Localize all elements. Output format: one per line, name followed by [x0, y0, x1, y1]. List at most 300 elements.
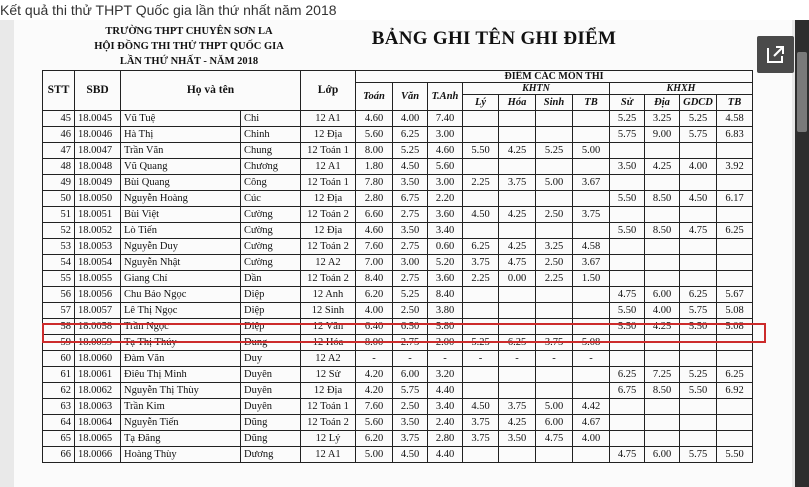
cell-sinh: 2.25 — [536, 271, 573, 287]
col-sbd: SBD — [75, 71, 121, 111]
cell-class: 12 Văn — [301, 319, 356, 335]
cell-stt: 51 — [43, 207, 75, 223]
cell-sbd: 18.0059 — [75, 335, 121, 351]
cell-given-name: Diệp — [241, 319, 301, 335]
col-tanh: T.Anh — [428, 83, 463, 111]
cell-ly — [463, 447, 499, 463]
cell-surname: Vũ Tuệ — [121, 111, 241, 127]
cell-ly — [463, 367, 499, 383]
cell-gdcd: 5.50 — [680, 319, 717, 335]
cell-tb-khxh — [717, 415, 753, 431]
table-row — [43, 431, 753, 447]
cell-tanh: 2.00 — [428, 335, 463, 351]
cell-tb-khtn: 4.42 — [573, 399, 610, 415]
cell-van: 2.75 — [393, 239, 428, 255]
cell-gdcd — [680, 431, 717, 447]
cell-class: 12 Anh — [301, 287, 356, 303]
col-group-scores: ĐIỂM CÁC MÔN THI — [356, 71, 753, 83]
cell-su — [610, 415, 645, 431]
cell-toan: - — [356, 351, 393, 367]
cell-tanh: 4.40 — [428, 447, 463, 463]
table-row — [43, 207, 753, 223]
cell-ly — [463, 383, 499, 399]
cell-su: 5.25 — [610, 111, 645, 127]
school-header — [54, 24, 324, 69]
cell-ly: 2.25 — [463, 175, 499, 191]
cell-stt: 47 — [43, 143, 75, 159]
cell-dia — [645, 255, 680, 271]
cell-toan: 8.40 — [356, 271, 393, 287]
cell-dia: 9.00 — [645, 127, 680, 143]
cell-stt: 50 — [43, 191, 75, 207]
table-row — [43, 319, 753, 335]
cell-tb-khxh: 5.08 — [717, 303, 753, 319]
table-row — [43, 447, 753, 463]
cell-van: 4.50 — [393, 159, 428, 175]
cell-sbd: 18.0061 — [75, 367, 121, 383]
cell-tb-khtn — [573, 319, 610, 335]
col-dia: Địa — [645, 95, 680, 111]
cell-class: 12 A1 — [301, 111, 356, 127]
cell-hoa: 4.75 — [499, 255, 536, 271]
table-row — [43, 415, 753, 431]
cell-tanh: 3.40 — [428, 223, 463, 239]
cell-tanh: 0.60 — [428, 239, 463, 255]
cell-su — [610, 239, 645, 255]
table-row — [43, 159, 753, 175]
col-stt: STT — [43, 71, 75, 111]
cell-sbd: 18.0063 — [75, 399, 121, 415]
cell-hoa: - — [499, 351, 536, 367]
cell-toan: 7.60 — [356, 239, 393, 255]
cell-class: 12 A2 — [301, 255, 356, 271]
cell-tanh: 8.40 — [428, 287, 463, 303]
cell-gdcd: 4.75 — [680, 223, 717, 239]
cell-given-name: Cường — [241, 223, 301, 239]
cell-gdcd — [680, 415, 717, 431]
cell-sbd: 18.0047 — [75, 143, 121, 159]
cell-van: 6.50 — [393, 319, 428, 335]
cell-toan: 8.00 — [356, 335, 393, 351]
cell-su — [610, 255, 645, 271]
school-name: TRƯỜNG THPT CHUYÊN SƠN LA — [105, 26, 273, 37]
cell-class: 12 Toán 2 — [301, 207, 356, 223]
cell-sbd: 18.0066 — [75, 447, 121, 463]
cell-sinh — [536, 287, 573, 303]
cell-tb-khxh — [717, 399, 753, 415]
cell-su: 4.75 — [610, 447, 645, 463]
cell-dia: 6.00 — [645, 287, 680, 303]
table-row — [43, 143, 753, 159]
cell-tb-khtn: 3.75 — [573, 207, 610, 223]
image-caption: Kết quả thi thử THPT Quốc gia lần thứ nhất năm 2018 — [0, 2, 337, 18]
cell-class: 12 Hóa — [301, 335, 356, 351]
cell-stt: 54 — [43, 255, 75, 271]
cell-tanh: 5.60 — [428, 159, 463, 175]
score-rows — [43, 111, 753, 463]
cell-ly — [463, 223, 499, 239]
cell-stt: 59 — [43, 335, 75, 351]
cell-gdcd: 5.75 — [680, 303, 717, 319]
cell-su — [610, 351, 645, 367]
cell-toan: 8.00 — [356, 143, 393, 159]
cell-class: 12 Địa — [301, 127, 356, 143]
cell-stt: 62 — [43, 383, 75, 399]
cell-tb-khtn — [573, 367, 610, 383]
cell-hoa — [499, 319, 536, 335]
scrollbar-thumb[interactable] — [797, 52, 807, 132]
cell-su — [610, 335, 645, 351]
cell-ly: 3.75 — [463, 431, 499, 447]
cell-van: 6.25 — [393, 127, 428, 143]
cell-dia: 7.25 — [645, 367, 680, 383]
cell-su — [610, 271, 645, 287]
cell-surname: Nguyễn Tiến — [121, 415, 241, 431]
cell-surname: Trần Văn — [121, 143, 241, 159]
cell-stt: 52 — [43, 223, 75, 239]
cell-toan: 5.00 — [356, 447, 393, 463]
cell-ly — [463, 111, 499, 127]
col-group-khxh: KHXH — [610, 83, 753, 95]
cell-toan: 4.00 — [356, 303, 393, 319]
cell-class: 12 Toán 1 — [301, 143, 356, 159]
cell-tanh: 7.40 — [428, 111, 463, 127]
cell-tb-khtn: 3.67 — [573, 175, 610, 191]
cell-tb-khtn — [573, 447, 610, 463]
cell-sbd: 18.0065 — [75, 431, 121, 447]
cell-dia — [645, 335, 680, 351]
cell-given-name: Dũng — [241, 415, 301, 431]
cell-dia — [645, 431, 680, 447]
cell-sinh: 6.00 — [536, 415, 573, 431]
cell-given-name: Cường — [241, 255, 301, 271]
col-class: Lớp — [301, 71, 356, 111]
cell-ly — [463, 127, 499, 143]
cell-van: 5.25 — [393, 287, 428, 303]
cell-class: 12 A2 — [301, 351, 356, 367]
cell-given-name: Dương — [241, 447, 301, 463]
cell-tb-khxh: 3.92 — [717, 159, 753, 175]
cell-given-name: Dung — [241, 335, 301, 351]
cell-class: 12 A1 — [301, 447, 356, 463]
table-row — [43, 335, 753, 351]
cell-tb-khxh — [717, 271, 753, 287]
cell-hoa: 4.25 — [499, 143, 536, 159]
cell-ly — [463, 159, 499, 175]
cell-tb-khtn — [573, 111, 610, 127]
cell-tb-khtn — [573, 383, 610, 399]
cell-sinh — [536, 111, 573, 127]
col-tb-khxh: TB — [717, 95, 753, 111]
cell-class: 12 Địa — [301, 383, 356, 399]
cell-sinh: 3.25 — [536, 239, 573, 255]
cell-stt: 58 — [43, 319, 75, 335]
cell-given-name: Dần — [241, 271, 301, 287]
cell-surname: Nguyễn Hoàng — [121, 191, 241, 207]
cell-tb-khxh: 5.67 — [717, 287, 753, 303]
cell-ly — [463, 319, 499, 335]
cell-gdcd — [680, 271, 717, 287]
cell-tb-khtn: 4.00 — [573, 431, 610, 447]
cell-tb-khtn — [573, 191, 610, 207]
cell-van: 5.25 — [393, 143, 428, 159]
cell-tb-khtn — [573, 303, 610, 319]
table-row — [43, 239, 753, 255]
cell-given-name: Chương — [241, 159, 301, 175]
cell-van: 3.50 — [393, 223, 428, 239]
cell-dia — [645, 143, 680, 159]
col-van: Văn — [393, 83, 428, 111]
cell-sinh: 3.75 — [536, 335, 573, 351]
cell-toan: 4.60 — [356, 111, 393, 127]
col-ly: Lý — [463, 95, 499, 111]
cell-gdcd — [680, 175, 717, 191]
cell-hoa — [499, 111, 536, 127]
cell-tanh: 4.60 — [428, 143, 463, 159]
cell-toan: 7.00 — [356, 255, 393, 271]
col-hoa: Hóa — [499, 95, 536, 111]
cell-gdcd: 4.50 — [680, 191, 717, 207]
cell-tanh: 2.20 — [428, 191, 463, 207]
cell-stt: 60 — [43, 351, 75, 367]
table-row — [43, 255, 753, 271]
cell-stt: 57 — [43, 303, 75, 319]
cell-van: 2.50 — [393, 399, 428, 415]
cell-tb-khtn: 1.50 — [573, 271, 610, 287]
cell-dia — [645, 239, 680, 255]
cell-tb-khxh — [717, 143, 753, 159]
cell-given-name: Duy — [241, 351, 301, 367]
cell-class: 12 Toán 2 — [301, 239, 356, 255]
cell-hoa: 4.25 — [499, 239, 536, 255]
cell-given-name: Duyên — [241, 399, 301, 415]
col-group-khtn: KHTN — [463, 83, 610, 95]
cell-tb-khxh: 6.25 — [717, 367, 753, 383]
cell-su — [610, 143, 645, 159]
cell-tb-khxh — [717, 239, 753, 255]
cell-dia — [645, 207, 680, 223]
cell-gdcd — [680, 207, 717, 223]
cell-tb-khxh — [717, 175, 753, 191]
cell-ly: 5.25 — [463, 335, 499, 351]
cell-sbd: 18.0054 — [75, 255, 121, 271]
cell-surname: Bùi Quang — [121, 175, 241, 191]
cell-surname: Lò Tiến — [121, 223, 241, 239]
cell-gdcd: 5.25 — [680, 367, 717, 383]
cell-su: 5.50 — [610, 319, 645, 335]
image-frame — [0, 20, 809, 487]
cell-sbd: 18.0058 — [75, 319, 121, 335]
cell-tb-khtn: - — [573, 351, 610, 367]
cell-class: 12 Sinh — [301, 303, 356, 319]
cell-tb-khxh: 4.58 — [717, 111, 753, 127]
cell-gdcd — [680, 399, 717, 415]
cell-sbd: 18.0050 — [75, 191, 121, 207]
cell-ly — [463, 303, 499, 319]
cell-stt: 48 — [43, 159, 75, 175]
cell-tanh: 3.00 — [428, 127, 463, 143]
cell-tb-khtn: 5.00 — [573, 143, 610, 159]
cell-van: 4.00 — [393, 111, 428, 127]
cell-surname: Chu Bảo Ngọc — [121, 287, 241, 303]
cell-toan: 4.20 — [356, 383, 393, 399]
cell-hoa: 4.25 — [499, 207, 536, 223]
cell-tanh: - — [428, 351, 463, 367]
cell-surname: Lê Thị Ngọc — [121, 303, 241, 319]
cell-dia: 8.50 — [645, 383, 680, 399]
cell-van: 3.00 — [393, 255, 428, 271]
cell-ly: 4.50 — [463, 207, 499, 223]
cell-van: 2.75 — [393, 335, 428, 351]
cell-van: 2.75 — [393, 271, 428, 287]
score-sheet — [14, 20, 792, 487]
cell-surname: Giang Chí — [121, 271, 241, 287]
expand-button[interactable] — [757, 36, 794, 73]
cell-hoa: 0.00 — [499, 271, 536, 287]
cell-class: 12 Toán 1 — [301, 399, 356, 415]
table-row — [43, 351, 753, 367]
table-row — [43, 271, 753, 287]
cell-class: 12 Toán 2 — [301, 415, 356, 431]
cell-dia: 3.25 — [645, 111, 680, 127]
cell-hoa: 3.75 — [499, 399, 536, 415]
cell-van: 6.00 — [393, 367, 428, 383]
cell-su: 5.50 — [610, 191, 645, 207]
cell-dia — [645, 271, 680, 287]
cell-toan: 7.60 — [356, 399, 393, 415]
cell-gdcd — [680, 255, 717, 271]
table-row — [43, 175, 753, 191]
cell-sinh — [536, 303, 573, 319]
cell-sinh: 5.00 — [536, 399, 573, 415]
score-table — [42, 70, 753, 463]
cell-gdcd — [680, 143, 717, 159]
cell-given-name: Chi — [241, 111, 301, 127]
cell-tanh: 3.40 — [428, 399, 463, 415]
cell-su: 6.25 — [610, 367, 645, 383]
cell-gdcd — [680, 335, 717, 351]
cell-ly: 6.25 — [463, 239, 499, 255]
cell-dia — [645, 415, 680, 431]
cell-ly: 5.50 — [463, 143, 499, 159]
cell-tb-khxh — [717, 431, 753, 447]
cell-dia: 4.25 — [645, 159, 680, 175]
cell-sinh — [536, 383, 573, 399]
cell-given-name: Dũng — [241, 431, 301, 447]
cell-toan: 6.20 — [356, 287, 393, 303]
cell-tanh: 3.80 — [428, 303, 463, 319]
cell-surname: Nguyễn Thị Thùy — [121, 383, 241, 399]
cell-tanh: 2.40 — [428, 415, 463, 431]
cell-sinh: 4.75 — [536, 431, 573, 447]
cell-toan: 7.80 — [356, 175, 393, 191]
cell-tanh: 3.60 — [428, 207, 463, 223]
cell-stt: 46 — [43, 127, 75, 143]
cell-surname: Điêu Thị Minh — [121, 367, 241, 383]
cell-stt: 49 — [43, 175, 75, 191]
cell-stt: 65 — [43, 431, 75, 447]
cell-given-name: Cúc — [241, 191, 301, 207]
cell-given-name: Cường — [241, 207, 301, 223]
cell-sbd: 18.0064 — [75, 415, 121, 431]
table-row — [43, 399, 753, 415]
cell-tb-khtn: 4.67 — [573, 415, 610, 431]
cell-tb-khtn — [573, 127, 610, 143]
cell-su: 3.50 — [610, 159, 645, 175]
cell-hoa — [499, 383, 536, 399]
cell-toan: 5.60 — [356, 127, 393, 143]
cell-sinh — [536, 191, 573, 207]
cell-toan: 6.60 — [356, 207, 393, 223]
cell-sinh: 5.00 — [536, 175, 573, 191]
cell-gdcd: 5.50 — [680, 383, 717, 399]
cell-sinh — [536, 223, 573, 239]
cell-van: 4.50 — [393, 447, 428, 463]
table-row — [43, 367, 753, 383]
cell-toan: 4.20 — [356, 367, 393, 383]
cell-toan: 6.20 — [356, 431, 393, 447]
cell-gdcd: 5.75 — [680, 447, 717, 463]
cell-stt: 61 — [43, 367, 75, 383]
cell-stt: 56 — [43, 287, 75, 303]
cell-given-name: Chung — [241, 143, 301, 159]
cell-tb-khtn: 5.08 — [573, 335, 610, 351]
cell-sinh: - — [536, 351, 573, 367]
col-su: Sử — [610, 95, 645, 111]
cell-gdcd: 6.25 — [680, 287, 717, 303]
cell-sinh — [536, 367, 573, 383]
cell-dia: 8.50 — [645, 191, 680, 207]
exam-round: LẦN THỨ NHẤT - NĂM 2018 — [119, 56, 259, 67]
cell-sbd: 18.0046 — [75, 127, 121, 143]
cell-class: 12 Địa — [301, 223, 356, 239]
cell-tb-khxh: 5.50 — [717, 447, 753, 463]
cell-stt: 64 — [43, 415, 75, 431]
cell-ly: - — [463, 351, 499, 367]
table-row — [43, 303, 753, 319]
cell-surname: Tạ Thị Thúy — [121, 335, 241, 351]
cell-hoa — [499, 303, 536, 319]
table-row — [43, 287, 753, 303]
cell-su: 5.50 — [610, 303, 645, 319]
cell-sinh: 5.25 — [536, 143, 573, 159]
cell-sbd: 18.0045 — [75, 111, 121, 127]
cell-tb-khxh — [717, 255, 753, 271]
cell-hoa: 3.50 — [499, 431, 536, 447]
col-sinh: Sinh — [536, 95, 573, 111]
cell-tb-khxh: 6.92 — [717, 383, 753, 399]
cell-dia: 4.25 — [645, 319, 680, 335]
cell-surname: Bùi Việt — [121, 207, 241, 223]
cell-gdcd: 5.75 — [680, 127, 717, 143]
cell-given-name: Diệp — [241, 303, 301, 319]
cell-su: 5.75 — [610, 127, 645, 143]
cell-tb-khxh: 5.08 — [717, 319, 753, 335]
cell-class: 12 Toán 2 — [301, 271, 356, 287]
cell-stt: 53 — [43, 239, 75, 255]
cell-sinh — [536, 127, 573, 143]
cell-su — [610, 399, 645, 415]
cell-van: 3.50 — [393, 415, 428, 431]
cell-surname: Trần Kim — [121, 399, 241, 415]
cell-gdcd: 5.25 — [680, 111, 717, 127]
cell-stt: 55 — [43, 271, 75, 287]
cell-hoa: 4.25 — [499, 415, 536, 431]
cell-given-name: Cường — [241, 239, 301, 255]
cell-tanh: 5.20 — [428, 255, 463, 271]
cell-given-name: Công — [241, 175, 301, 191]
col-gdcd: GDCD — [680, 95, 717, 111]
